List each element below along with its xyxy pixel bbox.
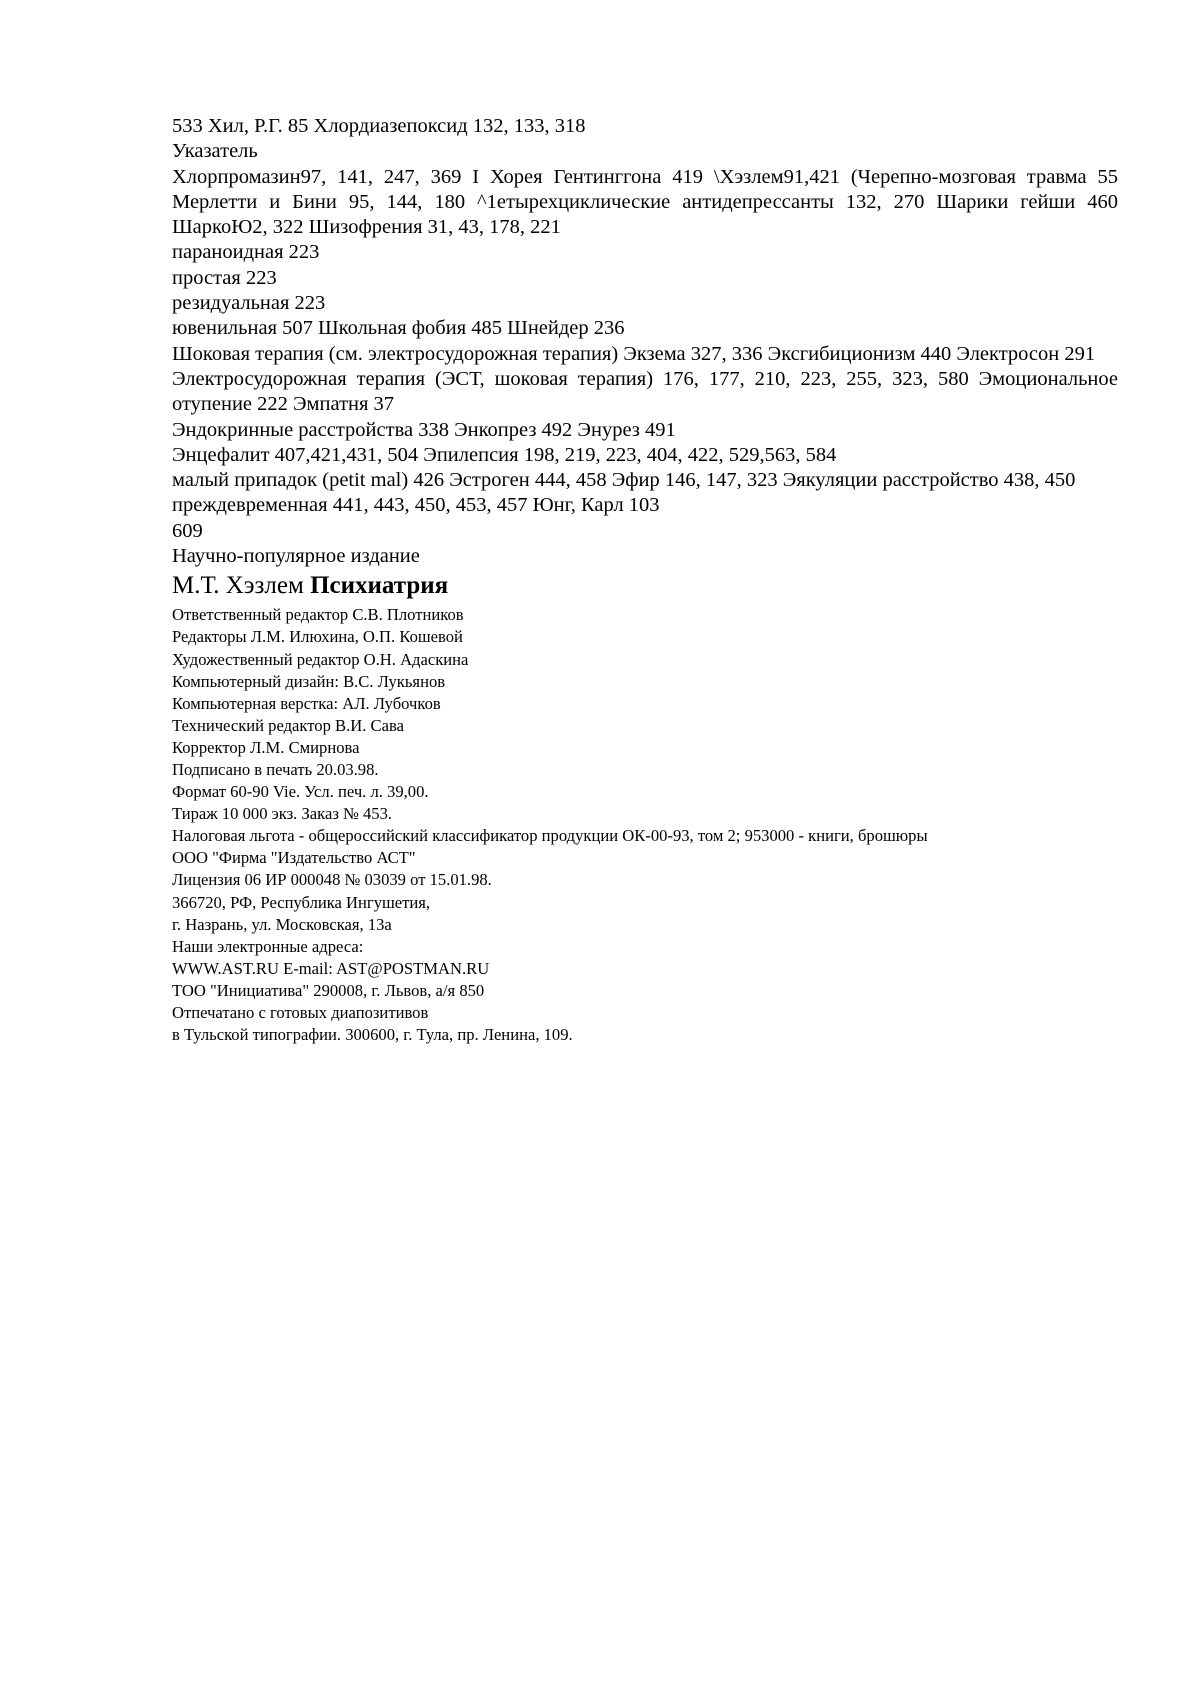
imprint bbox=[172, 604, 1118, 1046]
index-line: малый припадок (petit mal) 426 Эстроген 444, 458 Эфир 146, 147, 323 Эякуляции расстройство 438, 450 bbox=[172, 469, 1076, 492]
imprint-line: Ответственный редактор С.В. Плотников bbox=[172, 605, 464, 625]
book-name: Психиатрия bbox=[310, 572, 449, 600]
index-line: преждевременная 441, 443, 450, 453, 457 Юнг, Карл 103 bbox=[172, 494, 660, 517]
index-line: Хлорпромазин97, 141, 247, 369 I Хорея Гентинггона 419 \Хэзлем91,421 (Черепно-мозговая травма 55 Мерлетти и Бини 95, 144, 180 ^1етырехциклические антидепрессанты 132, 270 Шарики гейши 460 ШаркоЮ2, 322 Шизофрения 31, 43, 178, 221 bbox=[172, 165, 1118, 239]
imprint-line: Наши электронные адреса: bbox=[172, 936, 364, 956]
index-line: параноидная 223 bbox=[172, 241, 320, 264]
imprint-line: Компьютерный дизайн: В.С. Лукьянов bbox=[172, 671, 446, 691]
imprint-line: в Тульской типографии. 300600, г. Тула, пр. Ленина, 109. bbox=[172, 1025, 573, 1045]
subject-index bbox=[172, 114, 1118, 569]
imprint-line: г. Назрань, ул. Московская, 13а bbox=[172, 914, 392, 934]
imprint-line: WWW.AST.RU E-mail: AST@POSTMAN.RU bbox=[172, 958, 490, 978]
edition-type: Научно-популярное издание bbox=[172, 545, 420, 568]
imprint-line: Подписано в печать 20.03.98. bbox=[172, 760, 379, 779]
book-author: М.Т. Хэзлем bbox=[172, 572, 304, 600]
imprint-line: Технический редактор В.И. Сава bbox=[172, 715, 404, 735]
imprint-line: Редакторы Л.М. Илюхина, О.П. Кошевой bbox=[172, 627, 463, 647]
imprint-line: Формат 60-90 Vie. Усл. печ. л. 39,00. bbox=[172, 782, 429, 802]
book-title bbox=[172, 571, 1118, 601]
imprint-line: Корректор Л.М. Смирнова bbox=[172, 737, 360, 757]
index-line: простая 223 bbox=[172, 266, 277, 289]
index-line: Эндокринные расстройства 338 Энкопрез 492 Энурез 491 bbox=[172, 418, 676, 441]
index-line: Шоковая терапия (см. электросудорожная терапия) Экзема 327, 336 Эксгибиционизм 440 Электросон 291 bbox=[172, 342, 1096, 365]
index-line: ювенильная 507 Школьная фобия 485 Шнейдер 236 bbox=[172, 317, 625, 340]
index-line: Энцефалит 407,421,431, 504 Эпилепсия 198, 219, 223, 404, 422, 529,563, 584 bbox=[172, 443, 837, 466]
imprint-line: Отпечатано с готовых диапозитивов bbox=[172, 1003, 429, 1023]
index-line: резидуальная 223 bbox=[172, 292, 326, 315]
imprint-line: Тираж 10 000 экз. Заказ № 453. bbox=[172, 804, 393, 824]
imprint-line: ТОО "Инициатива" 290008, г. Львов, а/я 850 bbox=[172, 980, 485, 1000]
index-line: Указатель bbox=[172, 140, 258, 163]
imprint-line: Лицензия 06 ИР 000048 № 03039 от 15.01.98. bbox=[172, 870, 492, 890]
page-number: 609 bbox=[172, 519, 203, 542]
imprint-line: ООО "Фирма "Издательство АСТ" bbox=[172, 848, 416, 868]
imprint-line: Художественный редактор О.Н. Адаскина bbox=[172, 649, 469, 669]
index-line: Электросудорожная терапия (ЭСТ, шоковая терапия) 176, 177, 210, 223, 255, 323, 580 Эмоциональное отупение 222 Эмпатня 37 bbox=[172, 367, 1118, 416]
document-page bbox=[172, 114, 1118, 1046]
imprint-line: 366720, РФ, Республика Ингушетия, bbox=[172, 892, 431, 912]
imprint-line: Налоговая льгота - общероссийский классификатор продукции ОК-00-93, том 2; 953000 - книги, брошюры bbox=[172, 826, 928, 846]
imprint-line: Компьютерная верстка: АЛ. Лубочков bbox=[172, 693, 441, 713]
index-line: 533 Хил, Р.Г. 85 Хлордиазепоксид 132, 133, 318 bbox=[172, 115, 586, 137]
